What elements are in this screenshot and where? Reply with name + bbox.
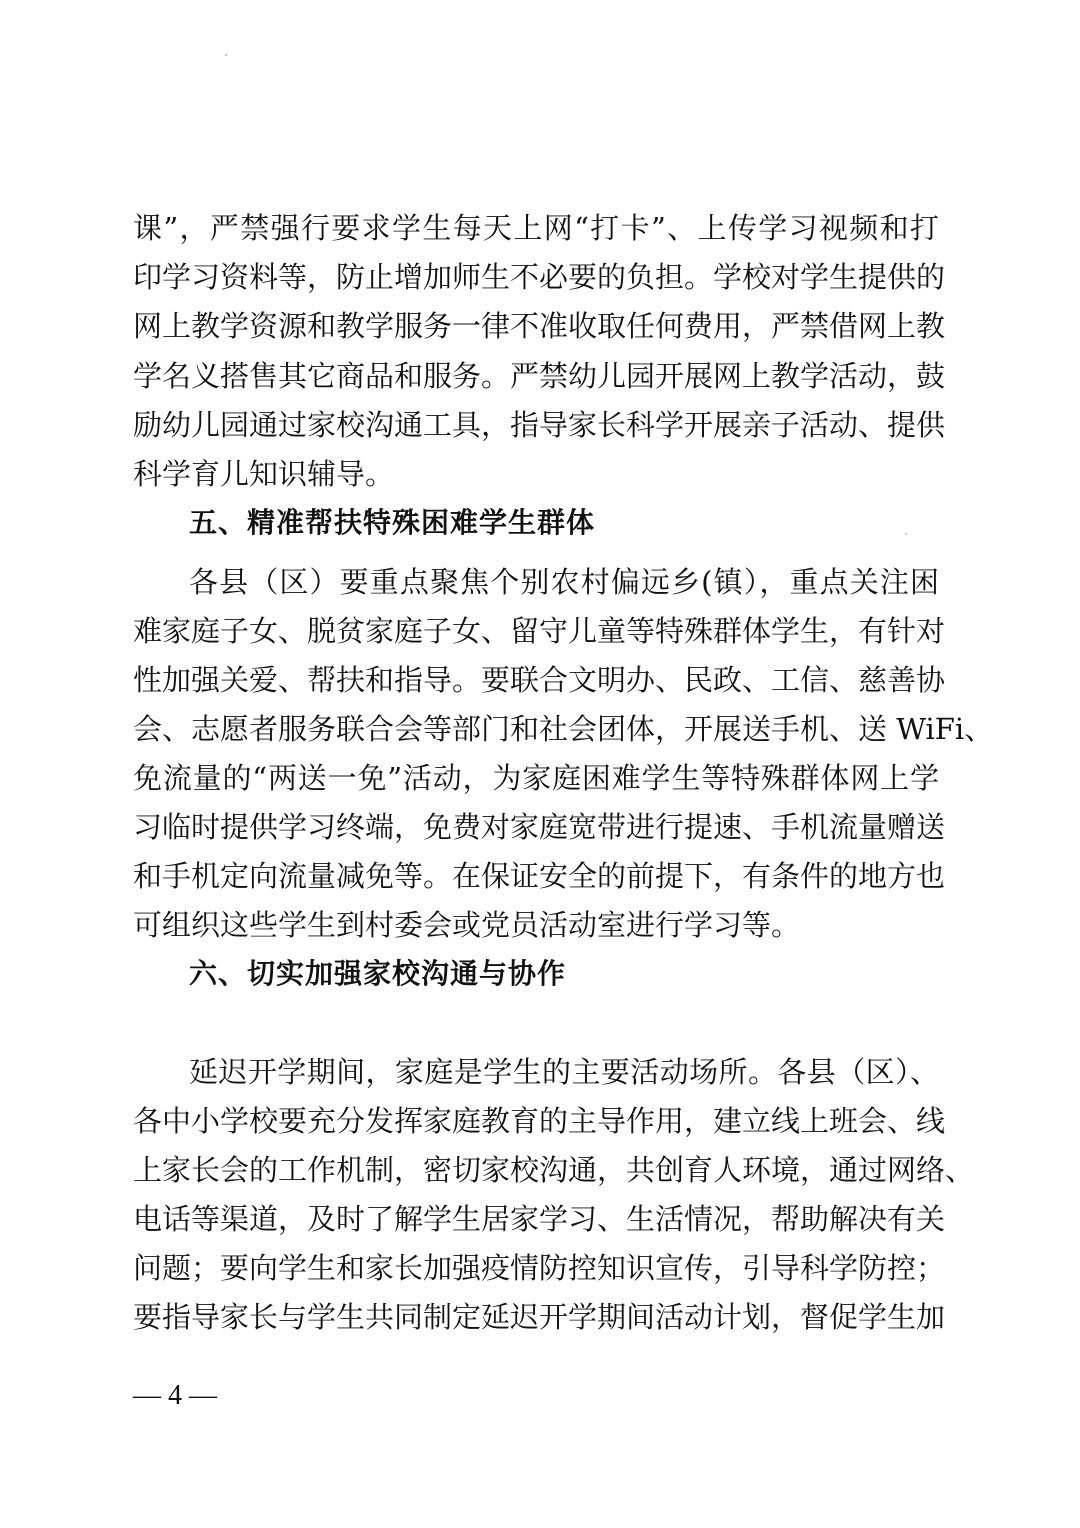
scan-speck (905, 533, 907, 535)
paragraph-line: 习临时提供学习终端，免费对家庭宽带进行提速、手机流量赠送 (133, 810, 946, 844)
scan-speck (225, 54, 227, 56)
paragraph-line: 可组织这些学生到村委会或党员活动室进行学习等。 (133, 908, 801, 942)
paragraph-line: 性加强关爱、帮扶和指导。要联合文明办、民政、工信、慈善协 (133, 663, 946, 697)
paragraph-line: 课”，严禁强行要求学生每天上网“打卡”、上传学习视频和打 (133, 211, 939, 245)
paragraph-line: 各中小学校要充分发挥家庭教育的主导作用，建立线上班会、线 (133, 1104, 946, 1138)
page-number: — 4 — (133, 1380, 217, 1411)
paragraph-line: 科学育儿知识辅导。 (133, 457, 395, 491)
paragraph-line: 励幼儿园通过家校沟通工具，指导家长科学开展亲子活动、提供 (133, 408, 946, 442)
paragraph-line: 各县（区）要重点聚焦个别农村偏远乡(镇），重点关注困 (189, 565, 939, 599)
paragraph-line: 会、志愿者服务联合会等部门和社会团体，开展送手机、送 WiFi、 (133, 712, 994, 746)
paragraph-line: 印学习资料等，防止增加师生不必要的负担。学校对学生提供的 (133, 260, 946, 294)
paragraph-line: 延迟开学期间，家庭是学生的主要活动场所。各县（区）、 (189, 1055, 939, 1089)
paragraph-line: 要指导家长与学生共同制定延迟开学期间活动计划，督促学生加 (133, 1300, 946, 1334)
paragraph-line: 难家庭子女、脱贫家庭子女、留守儿童等特殊群体学生，有针对 (133, 614, 946, 648)
paragraph-line: 学名义搭售其它商品和服务。严禁幼儿园开展网上教学活动，鼓 (133, 359, 946, 393)
section-heading-5: 五、精准帮扶特殊困难学生群体 (189, 506, 596, 539)
paragraph-line: 免流量的“两送一免”活动，为家庭困难学生等特殊群体网上学 (133, 761, 939, 795)
section-heading-6: 六、切实加强家校沟通与协作 (189, 957, 567, 990)
paragraph-line: 电话等渠道，及时了解学生居家学习、生活情况，帮助解决有关 (133, 1202, 946, 1236)
paragraph-line: 问题；要向学生和家长加强疫情防控知识宣传，引导科学防控； (133, 1251, 946, 1285)
paragraph-line: 上家长会的工作机制，密切家校沟通，共创育人环境，通过网络、 (133, 1153, 975, 1187)
paragraph-line: 和手机定向流量减免等。在保证安全的前提下，有条件的地方也 (133, 859, 946, 893)
paragraph-line: 网上教学资源和教学服务一律不准收取任何费用，严禁借网上教 (133, 309, 946, 343)
